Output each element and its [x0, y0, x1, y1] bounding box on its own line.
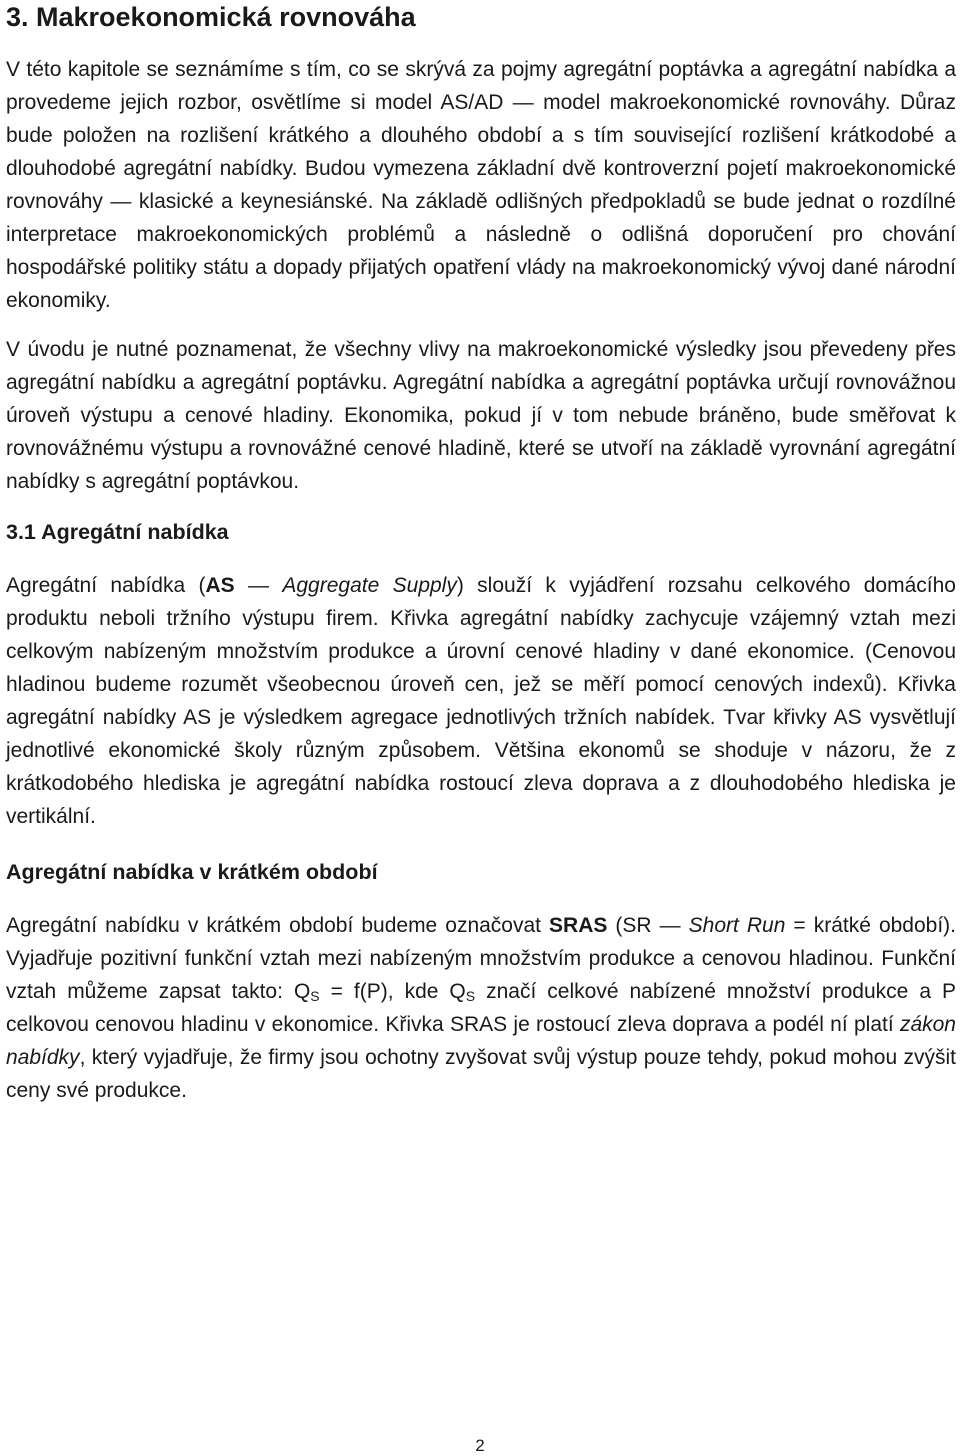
intro-paragraph: V této kapitole se seznámíme s tím, co se skrývá za pojmy agregátní poptávka a agregátní nabídka a provedeme jejich rozbor, osvětlíme si model AS/AD — model makroekonomické rovnováhy. Důraz bude položen na rozlišení krátkého a dlouhého období a s tím související rozlišení krátkodobé a dlouhodobé agregátní nabídky. Budou vymezena základní dvě kontroverzní pojetí makroekonomické rovnováhy — klasické a keynesiánské. Na základě odlišných předpokladů se bude jednat o rozdílné interpretace makroekonomických problémů a následně o odlišná doporučení pro chování hospodářské politiky státu a dopady přijatých opatření vlády na makroekonomický vývoj dané národní ekonomiky.	[6, 58, 956, 312]
text-run: (SR —	[607, 914, 689, 937]
abbr-as: AS	[205, 574, 235, 597]
text-run: = f(P), kde Q	[319, 980, 466, 1003]
text-run: značí celkové nabízené množství produkce a P celkovou cenovou hladinu v ekonomice. Křivka SRAS je rostoucí zleva doprava a podél ní platí	[6, 980, 957, 1036]
document-page	[6, 0, 956, 1107]
short-run-paragraph	[6, 909, 956, 1107]
subscript-s: S	[310, 988, 320, 1004]
aggregate-supply-paragraph	[6, 569, 956, 833]
abbr-sras: SRAS	[549, 914, 608, 937]
section-heading-short-run: Agregátní nabídka v krátkém období	[6, 860, 378, 884]
text-run: , který vyjadřuje, že firmy jsou ochotny zvyšovat svůj výstup pouze tehdy, pokud mohou zvýšit ceny své produkce.	[6, 1046, 956, 1102]
overview-paragraph: V úvodu je nutné poznamenat, že všechny vlivy na makroekonomické výsledky jsou převedeny přes agregátní nabídku a agregátní poptávku. Agregátní nabídka a agregátní poptávka určují rovnovážnou úroveň výstupu a cenové hladiny. Ekonomika, pokud jí v tom nebude bráněno, bude směřovat k rovnovážnému výstupu a rovnovážné cenové hladině, které se utvoří na základě vyrovnání agregátní nabídky s agregátní poptávkou.	[6, 338, 956, 493]
section-heading-aggregate-supply: 3.1 Agregátní nabídka	[6, 520, 229, 544]
chapter-heading: 3. Makroekonomická rovnováha	[6, 2, 416, 32]
subscript-s: S	[465, 988, 476, 1004]
text-run: = krátké období). Vyjadřuje pozitivní funkční vztah mezi nabízeným množstvím produkce a cenovou hladinou. Funkční vztah můžeme zapsat takto: Q	[6, 914, 957, 1003]
term-law-of-supply: zákon nabídky	[6, 1013, 956, 1069]
page-number: 2	[475, 1436, 485, 1455]
term-short-run: Short Run	[688, 914, 786, 937]
text-run: Agregátní nabídka (	[6, 574, 206, 597]
text-run: —	[234, 574, 283, 597]
text-run: ) slouží k vyjádření rozsahu celkového domácího produktu neboli tržního výstupu firem. Křivka agregátní nabídky zachycuje vzájemný vztah mezi celkovým nabízeným množstvím produkce a úrovní cenové hladiny v dané ekonomice. (Cenovou hladinou budeme rozumět všeobecnou úroveň cen, jež se měří pomocí cenových indexů). Křivka agregátní nabídky AS je výsledkem agregace jednotlivých tržních nabídek. Tvar křivky AS vysvětlují jednotlivé ekonomické školy různým způsobem. Většina ekonomů se shoduje v názoru, že z krátkodobého hlediska je agregátní nabídka rostoucí zleva doprava a z dlouhodobého hlediska je vertikální.	[6, 574, 956, 828]
text-run: Agregátní nabídku v krátkém období budeme označovat	[6, 914, 550, 937]
term-aggregate-supply: Aggregate Supply	[282, 574, 457, 597]
